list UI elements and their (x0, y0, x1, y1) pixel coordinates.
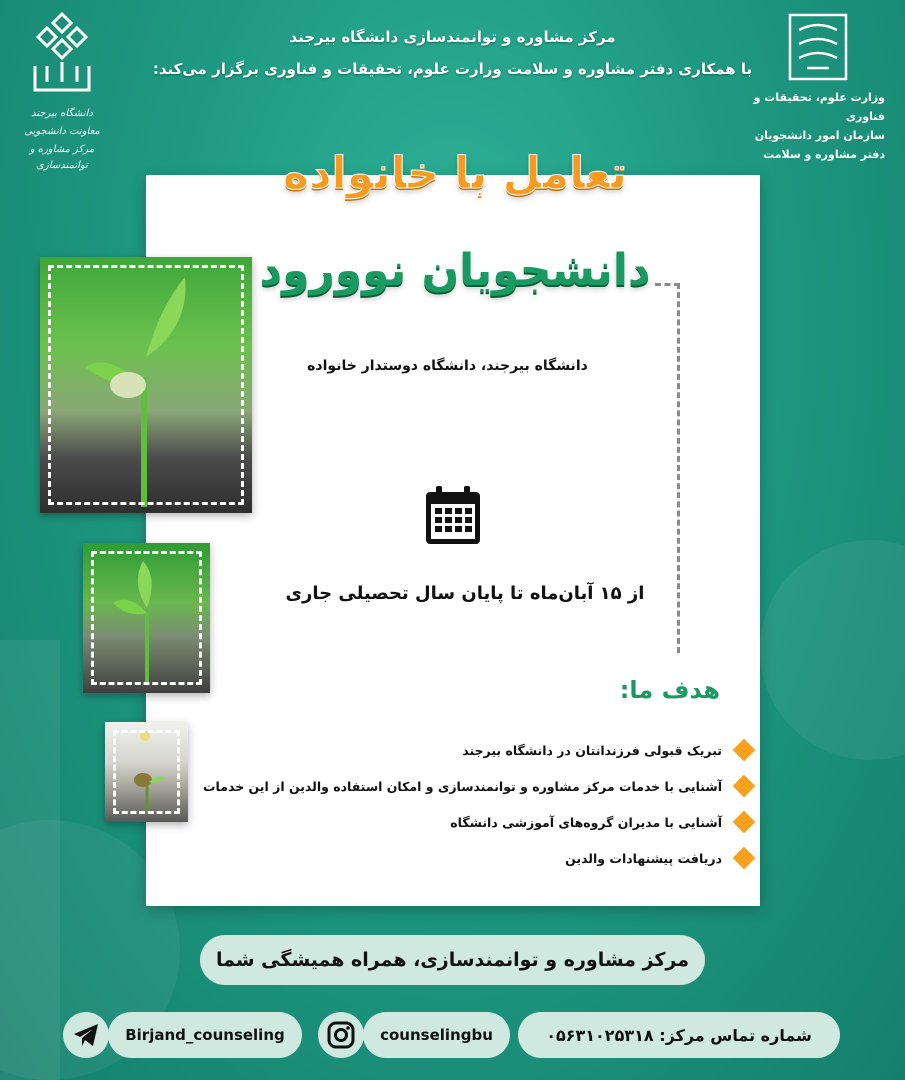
photo-dashed-frame (48, 265, 244, 505)
goal-item (190, 840, 752, 876)
diamond-bullet-icon (733, 739, 756, 762)
goal-text: تبریک قبولی فرزندانتان در دانشگاه بیرجند (462, 742, 722, 758)
logo-right-line: سازمان امور دانشجویان (754, 129, 885, 142)
goal-item (190, 768, 752, 804)
photo-dashed-frame (91, 551, 202, 685)
photo-dashed-frame (113, 730, 180, 814)
logo-left-line: مرکز مشاوره و توانمندسازی (29, 144, 95, 171)
goal-text: دریافت پیشنهادات والدین (565, 850, 722, 866)
logo-right-line: دفتر مشاوره و سلامت (763, 148, 885, 161)
contact-phone[interactable]: شماره تماس مرکز: ۰۵۶۳۱۰۲۵۳۱۸ (518, 1012, 840, 1058)
goal-item (190, 732, 752, 768)
goal-text: آشنایی با مدیران گروه‌های آموزشی دانشگاه (450, 814, 722, 830)
goal-text: آشنایی با خدمات مرکز مشاوره و توانمندسازی و امکان استفاده والدین از این خدمات (202, 778, 722, 794)
bg-circle-decoration (760, 540, 905, 760)
logo-left-line: دانشگاه بیرجند (31, 108, 93, 119)
header-organizer: مرکز مشاوره و توانمندسازی دانشگاه بیرجند (289, 28, 616, 46)
event-date-range: از ۱۵ آبان‌ماه تا پایان سال تحصیلی جاری (285, 583, 645, 604)
tagline: دانشگاه بیرجند، دانشگاه دوستدار خانواده (307, 358, 588, 374)
logo-right-line: وزارت علوم، تحقیقات و فناوری (753, 91, 885, 123)
telegram-icon[interactable] (63, 1012, 109, 1058)
diamond-bullet-icon (733, 811, 756, 834)
instagram-icon[interactable] (318, 1012, 364, 1058)
university-emblem-icon (27, 10, 97, 100)
seedling-photo-large (40, 257, 252, 513)
university-logo (12, 10, 112, 195)
header-collaboration: با همکاری دفتر مشاوره و سلامت وزارت علوم، تحقیقات و فناوری برگزار می‌کند: (152, 60, 753, 78)
bg-tower-decoration (0, 640, 60, 1080)
ministry-emblem-icon (787, 12, 849, 82)
goals-list (190, 732, 752, 876)
goal-item (190, 804, 752, 840)
telegram-handle-link[interactable]: Birjand_counseling (108, 1012, 302, 1058)
main-title: تعامل با خانواده (282, 148, 628, 199)
ministry-logo (750, 12, 885, 162)
main-subtitle-title: دانشجویان نوورود (259, 245, 651, 296)
calendar-icon (424, 484, 482, 546)
seedling-photo-medium (83, 543, 210, 693)
slogan-banner: مرکز مشاوره و توانمندسازی، همراه همیشگی شما (200, 935, 705, 985)
instagram-handle-link[interactable]: counselingbu (363, 1012, 510, 1058)
diamond-bullet-icon (733, 847, 756, 870)
seedling-photo-small (105, 722, 188, 822)
goals-heading: هدف ما: (619, 676, 720, 704)
dashed-connector-vertical (677, 283, 680, 653)
diamond-bullet-icon (733, 775, 756, 798)
logo-left-line: معاونت دانشجویی (24, 126, 100, 137)
